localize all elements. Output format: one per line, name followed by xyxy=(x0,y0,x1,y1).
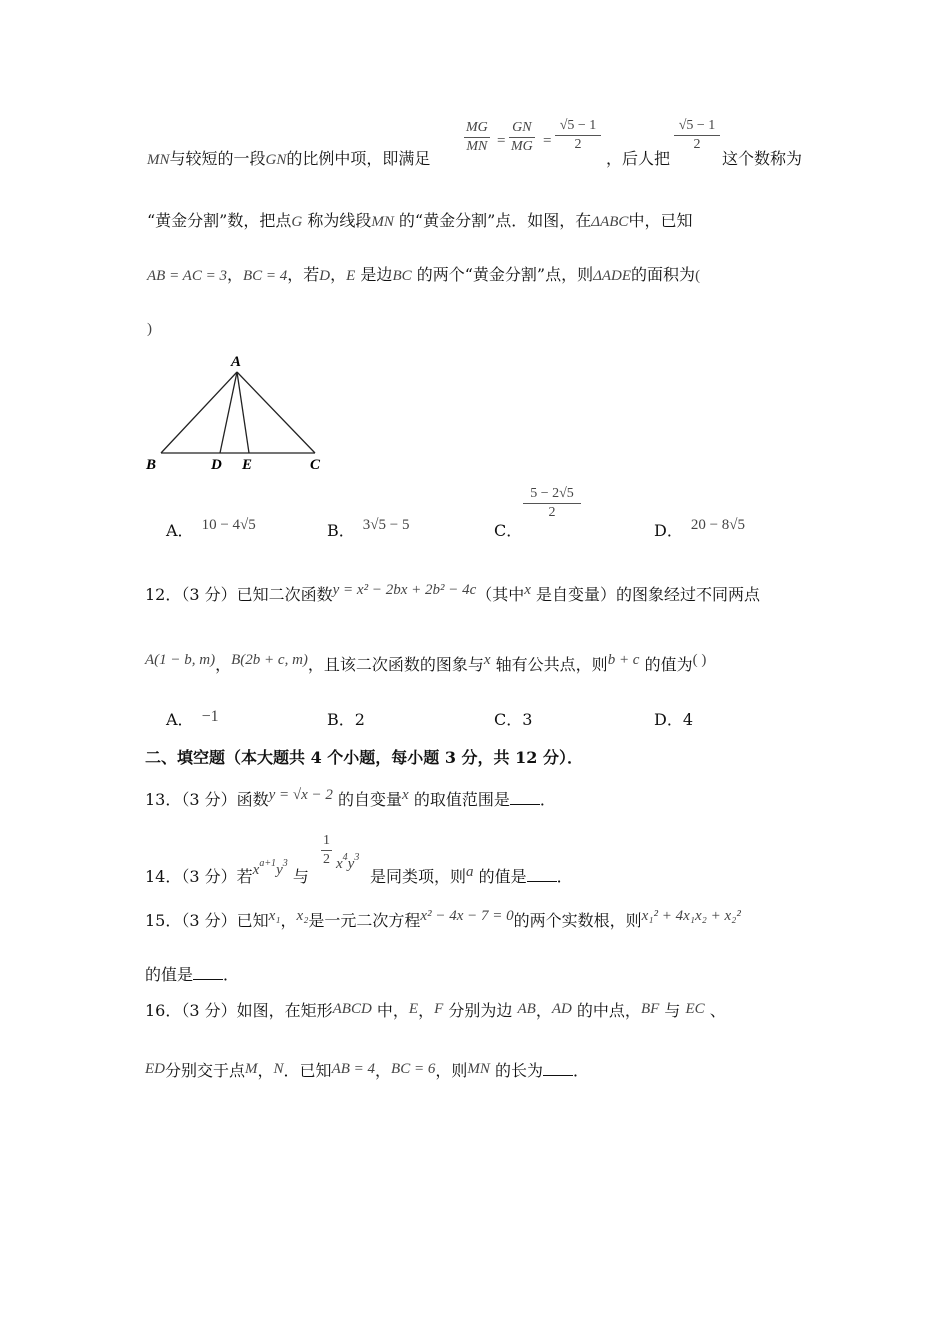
var-x: x xyxy=(524,582,531,598)
triangle-ade: ΔADE xyxy=(593,268,632,284)
q12-line2 xyxy=(145,652,706,675)
cond-ab: AB = 4 xyxy=(331,1061,376,1077)
q13-text: 13．（3 分）函数 xyxy=(145,790,269,809)
frac-den: 2 xyxy=(693,137,701,152)
punct: 、 xyxy=(709,1001,726,1020)
punct: ． xyxy=(556,867,573,886)
q11-text: 的面积为 xyxy=(631,265,696,284)
option-label: D． xyxy=(654,521,683,540)
fraction-mg-mn xyxy=(464,120,490,155)
frac-den: 2 xyxy=(323,852,330,867)
term-x: x xyxy=(252,862,260,878)
q11-text: 称为线段 xyxy=(307,211,372,230)
frac-num: 1 xyxy=(323,833,330,848)
q13-line xyxy=(145,787,556,810)
condition-bc: BC = 4 xyxy=(242,268,288,284)
q16-text: 的长为 xyxy=(494,1061,543,1080)
q16-text: 16．（3 分）如图，在矩形 xyxy=(145,1001,333,1020)
q14-line-c xyxy=(370,864,573,887)
option-value: 10 − 4√5 xyxy=(201,517,256,533)
q11-text: 是边 xyxy=(360,265,393,284)
triangle-figure xyxy=(140,348,340,478)
segment-bc: BC xyxy=(392,268,412,284)
segment-ec: EC xyxy=(685,1001,705,1017)
punct: ， xyxy=(330,265,347,284)
point-a: A(1 − b, m) xyxy=(145,652,216,668)
option-value: −1 xyxy=(201,708,219,725)
punct: ． xyxy=(539,790,556,809)
q12-function: y = x² − 2bx + 2b² − 4c xyxy=(332,582,477,598)
paren-open: ( xyxy=(695,268,701,284)
q12-text: 的值为 xyxy=(644,655,693,674)
equals-sign: = xyxy=(497,133,506,149)
point-n: N xyxy=(273,1061,284,1077)
q12-option-c[interactable] xyxy=(494,707,532,730)
q13-text: 的取值范围是 xyxy=(413,790,510,809)
label-d: D xyxy=(211,457,222,473)
option-value: 20 − 8√5 xyxy=(690,517,746,533)
answer-blank[interactable] xyxy=(193,967,223,980)
answer-blank[interactable] xyxy=(510,792,540,805)
q11-text: 的两个“黄金分割”点，则 xyxy=(416,265,594,284)
cond-bc: BC = 6 xyxy=(391,1061,436,1077)
q11-text: 与较短的一段 xyxy=(169,149,266,168)
point-g: G xyxy=(291,214,303,230)
frac-num: √5 − 1 xyxy=(678,118,716,133)
q12-text: ，且该二次函数的图象与 xyxy=(307,655,484,674)
q14-text: 与 xyxy=(292,867,309,886)
answer-blank[interactable] xyxy=(543,1063,573,1076)
segment-ed: ED xyxy=(145,1061,165,1077)
q14-fraction xyxy=(321,833,332,868)
answer-paren: ( ) xyxy=(692,652,707,668)
label-e: E xyxy=(242,457,253,473)
triangle-abc: ΔABC xyxy=(591,214,629,230)
punct: ． xyxy=(572,1061,589,1080)
q12-text: 轴有公共点，则 xyxy=(495,655,608,674)
q16-line2 xyxy=(145,1058,589,1081)
q11-text: 的比例中项，即满足 xyxy=(286,149,431,168)
q15-text: 的值是 xyxy=(145,965,194,984)
q11-option-d[interactable] xyxy=(654,518,745,541)
q15-text: 15．（3 分）已知 xyxy=(145,911,269,930)
label-c: C xyxy=(310,457,321,473)
frac-den: 2 xyxy=(548,505,556,520)
point-f: F xyxy=(434,1001,444,1017)
q15-text: 的两个实数根，则 xyxy=(513,911,642,930)
q12-text: （其中 xyxy=(476,585,525,604)
point-d: D xyxy=(319,268,331,284)
root-x1: x₁ xyxy=(268,908,281,924)
q11-line2 xyxy=(147,208,692,231)
q11-line1-end xyxy=(722,146,802,169)
q16-text: 分别为边 xyxy=(448,1001,513,1020)
q16-text: 与 xyxy=(664,1001,681,1020)
frac-den: MG xyxy=(511,139,533,154)
q16-text: ，则 xyxy=(435,1061,468,1080)
q14-line-b xyxy=(336,852,359,873)
option-text: D．4 xyxy=(654,710,694,729)
option-label: B． xyxy=(327,521,355,540)
exponent: 3 xyxy=(354,852,360,863)
q14-text: 是同类项，则 xyxy=(370,867,467,886)
answer-blank[interactable] xyxy=(527,869,557,882)
q12-text: 12．（3 分）已知二次函数 xyxy=(145,585,333,604)
fraction-golden-2 xyxy=(674,118,720,153)
expr-b-plus-c: b + c xyxy=(607,652,640,668)
option-label: A． xyxy=(166,521,194,540)
section-heading: 二、填空题（本大题共 4 个小题，每小题 3 分，共 12 分）． xyxy=(145,748,583,767)
segment-mn: MN xyxy=(147,152,170,168)
point-m: M xyxy=(245,1061,258,1077)
var-a: a xyxy=(466,864,474,880)
q15-text: 是一元二次方程 xyxy=(308,911,421,930)
q11-option-c[interactable] xyxy=(494,518,522,541)
punct: ， xyxy=(418,1001,435,1020)
q11-text: 中，已知 xyxy=(628,211,693,230)
q14-text: 的值是 xyxy=(478,867,527,886)
term-y: y xyxy=(347,856,355,872)
frac-den: MN xyxy=(466,139,488,154)
punct: ， xyxy=(257,1061,274,1080)
q15-line2 xyxy=(145,962,239,985)
q11-text: ，若 xyxy=(287,265,320,284)
segment-mn: MN xyxy=(371,214,394,230)
option-value: 3√5 − 5 xyxy=(362,517,410,533)
point-b: B(2b + c, m) xyxy=(231,652,308,668)
term-y: y xyxy=(276,862,283,878)
term-x: x xyxy=(336,856,343,872)
q11-line3 xyxy=(147,262,700,285)
var-x: x xyxy=(402,787,409,803)
segment-ab: AB xyxy=(517,1001,536,1017)
fraction-gn-mg xyxy=(509,120,535,155)
expression: x₁² + 4x₁x₂ + x₂² xyxy=(641,908,741,924)
equals-sign: = xyxy=(543,133,552,149)
punct: ， xyxy=(280,911,297,930)
exponent: 4 xyxy=(342,852,348,863)
paren-close: ) xyxy=(147,321,152,337)
punct: ， xyxy=(226,265,243,284)
segment-mn: MN xyxy=(467,1061,490,1077)
q16-text: 的中点， xyxy=(576,1001,641,1020)
q11-option-c-fraction xyxy=(523,486,581,521)
q13-text: 的自变量 xyxy=(338,790,403,809)
option-text: B．2 xyxy=(327,710,365,729)
frac-num: 5 − 2√5 xyxy=(530,486,574,501)
punct: ， xyxy=(535,1001,552,1020)
q12-option-d[interactable] xyxy=(654,707,693,730)
label-b: B xyxy=(146,457,157,473)
q12-text: 是自变量）的图象经过不同两点 xyxy=(536,585,761,604)
q11-close-paren xyxy=(147,318,152,338)
frac-num: √5 − 1 xyxy=(559,118,597,133)
q11-text: 这个数称为 xyxy=(722,149,803,168)
segment-gn: GN xyxy=(265,152,287,168)
q11-option-b[interactable] xyxy=(327,518,409,541)
q16-text: 分别交于点 xyxy=(165,1061,246,1080)
q11-text: 的“黄金分割”点．如图，在 xyxy=(398,211,592,230)
option-label: C． xyxy=(494,521,523,540)
q13-function: y = √x − 2 xyxy=(268,787,333,803)
q12-option-a[interactable] xyxy=(166,707,219,730)
q14-line xyxy=(145,858,309,887)
var-x: x xyxy=(483,652,491,668)
punct: ， xyxy=(215,655,232,674)
condition-ab-ac: AB = AC = 3 xyxy=(147,268,227,284)
label-a: A xyxy=(231,354,242,370)
q11-option-a[interactable] xyxy=(166,518,256,541)
q16-text: 中， xyxy=(376,1001,409,1020)
root-x2: x₂ xyxy=(296,908,309,924)
q11-text: ，后人把 xyxy=(606,149,671,168)
equation: x² − 4x − 7 = 0 xyxy=(420,908,514,924)
punct: ， xyxy=(375,1061,392,1080)
frac-num: MG xyxy=(466,120,488,135)
q16-text: ．已知 xyxy=(283,1061,332,1080)
frac-den: 2 xyxy=(574,137,582,152)
option-label: A． xyxy=(166,710,194,729)
point-e: E xyxy=(346,268,356,284)
q14-text: 14．（3 分）若 xyxy=(145,867,253,886)
point-e: E xyxy=(408,1001,419,1017)
q15-line1 xyxy=(145,908,741,931)
q11-text: “黄金分割”数，把点 xyxy=(147,211,292,230)
rect-abcd: ABCD xyxy=(332,1001,372,1017)
q12-line1 xyxy=(145,582,760,605)
exponent: a+1 xyxy=(259,858,277,869)
punct: ． xyxy=(223,965,240,984)
frac-num: GN xyxy=(512,120,532,135)
exponent: 3 xyxy=(282,858,288,869)
option-text: C．3 xyxy=(494,710,533,729)
q12-option-b[interactable] xyxy=(327,707,365,730)
fraction-golden xyxy=(555,118,601,153)
segment-ad: AD xyxy=(551,1001,572,1017)
q11-line1-after xyxy=(606,146,670,169)
q16-line1 xyxy=(145,998,726,1021)
q11-line1 xyxy=(147,146,430,169)
segment-bf: BF xyxy=(640,1001,660,1017)
